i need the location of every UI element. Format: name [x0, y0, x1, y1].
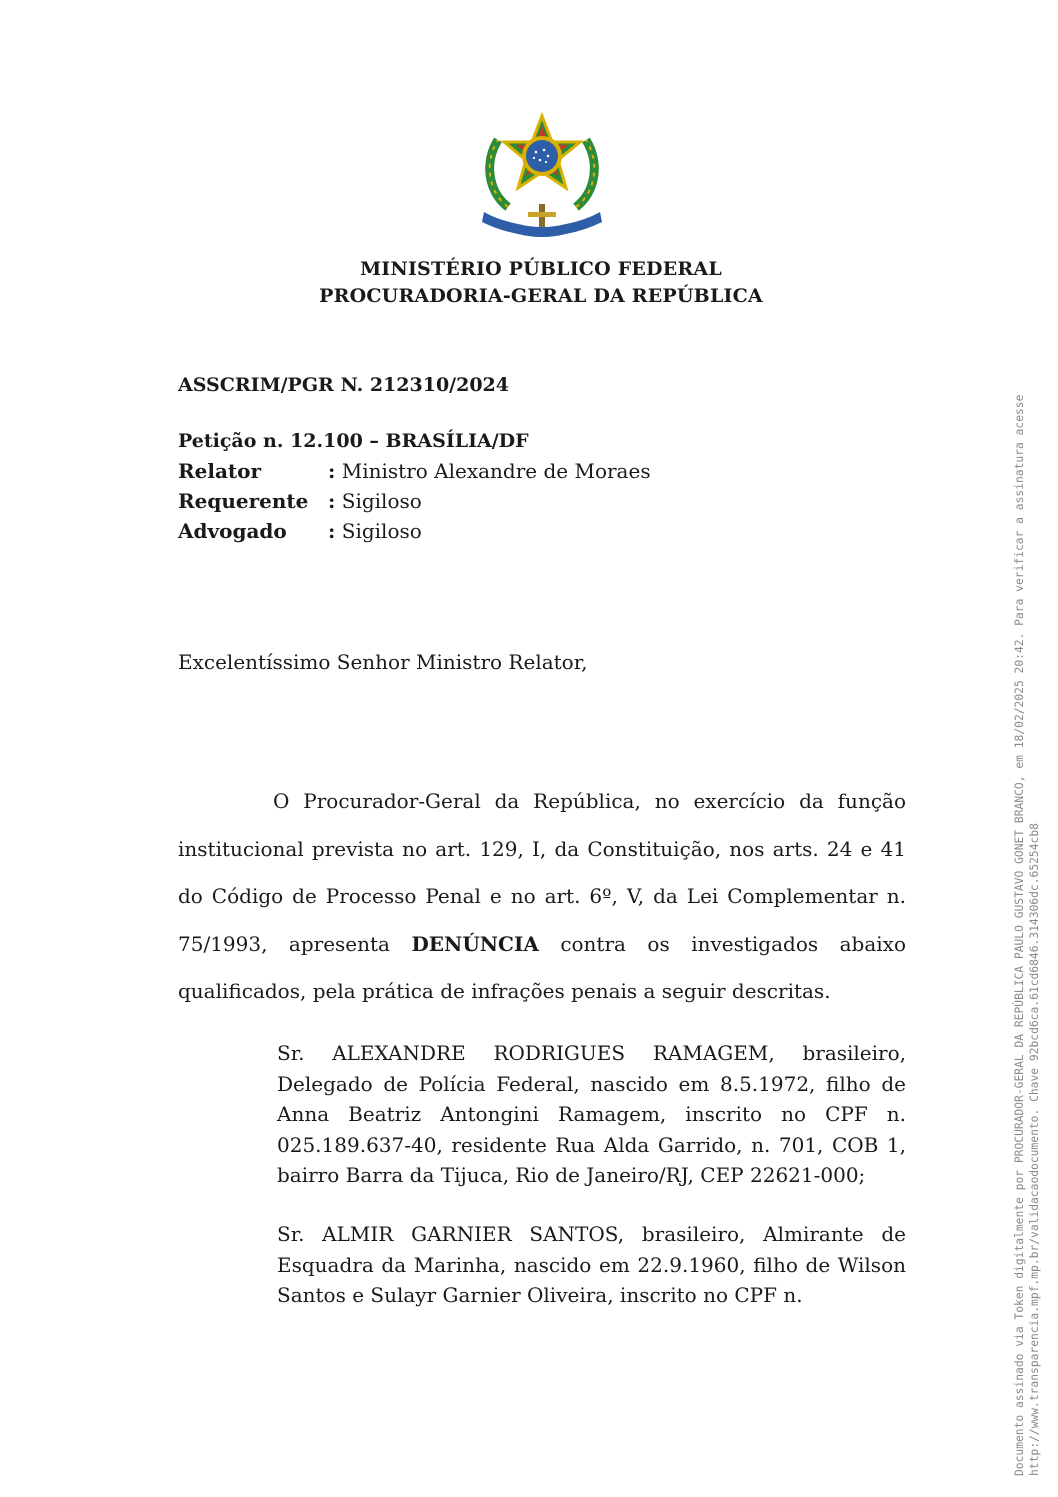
metadata-value: : Ministro Alexandre de Moraes — [328, 459, 651, 483]
metadata-value: : Sigiloso — [328, 519, 422, 543]
denuncia-emphasis: DENÚNCIA — [411, 931, 539, 956]
document-number: ASSCRIM/PGR N. 212310/2024 — [178, 374, 509, 396]
defendant-qualification: Sr. ALMIR GARNIER SANTOS, brasileiro, Almirante de Esquadra da Marinha, nascido em 22.9.1960, filho de Wilson Santos e Sulayr Garnier Oliveira, inscrito no CPF n. — [277, 1222, 906, 1307]
metadata-label: Advogado — [178, 519, 287, 543]
institution-subname: PROCURADORIA-GERAL DA REPÚBLICA — [319, 285, 763, 307]
coat-of-arms-icon — [478, 112, 606, 244]
salutation: Excelentíssimo Senhor Ministro Relator, — [178, 650, 588, 674]
signature-notice — [1012, 96, 1046, 1476]
metadata-label: Relator — [178, 459, 262, 483]
institution-name: MINISTÉRIO PÚBLICO FEDERAL — [360, 258, 722, 280]
metadata-label: Requerente — [178, 489, 309, 513]
metadata-value: : Sigiloso — [328, 489, 422, 513]
validation-link[interactable]: http://www.transparencia.mpf.mp.br/validacaodocumento. Chave 92bcd6ca.61cd6846.314306dc.65254cb8 — [1028, 823, 1041, 1476]
petition-title: Petição n. 12.100 – BRASÍLIA/DF — [178, 430, 529, 452]
defendant-qualification: Sr. ALEXANDRE RODRIGUES RAMAGEM, brasileiro, Delegado de Polícia Federal, nascido em 8.5.1972, filho de Anna Beatriz Antongini Ramagem, inscrito no CPF n. 025.189.637-40, residente Rua Alda Garrido, n. 701, COB 1, bairro Barra da Tijuca, Rio de Janeiro/RJ, CEP 22621-000; — [277, 1041, 906, 1187]
signature-notice-line: Documento assinado via Token digitalmente por PROCURADOR-GERAL DA REPÚBLICA PAULO GUSTAVO GONET BRANCO, em 18/02/2025 20:42. Para verificar a assinatura acesse — [1013, 394, 1026, 1476]
intro-paragraph: O Procurador-Geral da República, no exercício da função institucional prevista no art. 129, I, da Constituição, nos arts. 24 e 41 do Código de Processo Penal e no art. 6º, V, da Lei Complementar n. 75/1993, apresenta DENÚNCIA contra os investigados abaixo qualificados, pela prática de infrações penais a seguir descritas. — [178, 789, 906, 1003]
